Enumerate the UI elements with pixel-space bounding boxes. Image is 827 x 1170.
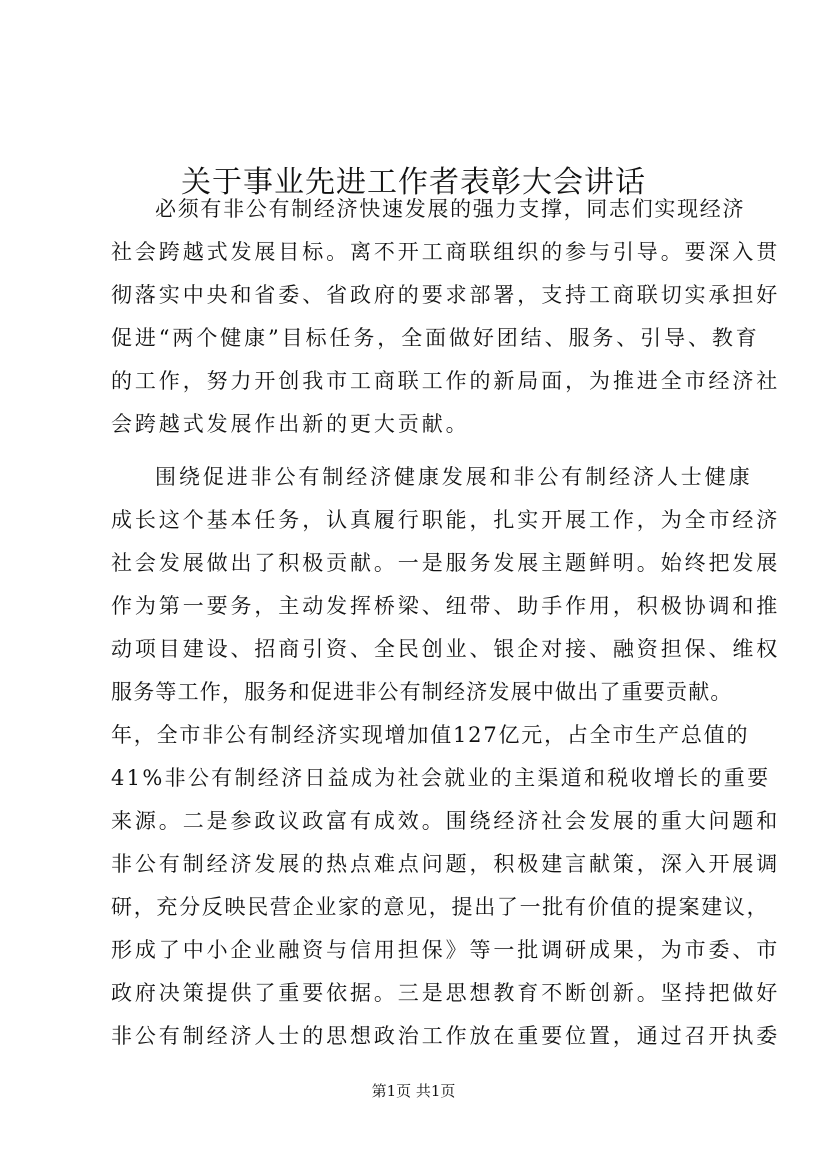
body-line: 形成了中小企业融资与信用担保》等一批调研成果，为市委、市 (111, 938, 781, 962)
body-line: 围绕促进非公有制经济健康发展和非公有制经济人士健康 (155, 465, 753, 489)
body-line: 研，充分反映民营企业家的意见，提出了一批有价值的提案建议， (111, 895, 770, 919)
body-line: 彻落实中央和省委、省政府的要求部署，支持工商联切实承担好 (111, 283, 781, 307)
body-line: 服务等工作，服务和促进非公有制经济发展中做出了重要贡献。 (111, 680, 733, 704)
body-line: 成长这个基本任务，认真履行职能，扎实开展工作，为全市经济 (111, 508, 781, 532)
page-number-footer: 第1页 共1页 (371, 1082, 456, 1100)
body-line: 41%非公有制经济日益成为社会就业的主渠道和税收增长的重要 (111, 766, 771, 790)
body-line: 作为第一要务，主动发挥桥梁、纽带、助手作用，积极协调和推 (111, 594, 781, 618)
body-line: 的工作，努力开创我市工商联工作的新局面，为推进全市经济社 (111, 369, 781, 393)
body-line: 非公有制经济发展的热点难点问题，积极建言献策，深入开展调 (111, 852, 781, 876)
body-line: 年，全市非公有制经济实现增加值127亿元，占全市生产总值的 (111, 723, 750, 747)
document-title: 关于事业先进工作者表彰大会讲话 (181, 165, 646, 201)
body-line: 促进“两个健康”目标任务，全面做好团结、服务、引导、教育 (111, 326, 760, 350)
body-line: 社会跨越式发展目标。离不开工商联组织的参与引导。要深入贯 (111, 240, 781, 264)
body-line: 会跨越式发展作出新的更大贡献。 (111, 412, 470, 436)
body-line: 来源。二是参政议政富有成效。围绕经济社会发展的重大问题和 (111, 809, 781, 833)
body-line: 社会发展做出了积极贡献。一是服务发展主题鲜明。始终把发展 (111, 551, 781, 575)
body-line: 政府决策提供了重要依据。三是思想教育不断创新。坚持把做好 (111, 981, 781, 1005)
body-line: 动项目建设、招商引资、全民创业、银企对接、融资担保、维权 (111, 637, 781, 661)
body-line: 必须有非公有制经济快速发展的强力支撑，同志们实现经济 (155, 197, 746, 221)
body-line: 非公有制经济人士的思想政治工作放在重要位置，通过召开执委 (111, 1024, 781, 1048)
